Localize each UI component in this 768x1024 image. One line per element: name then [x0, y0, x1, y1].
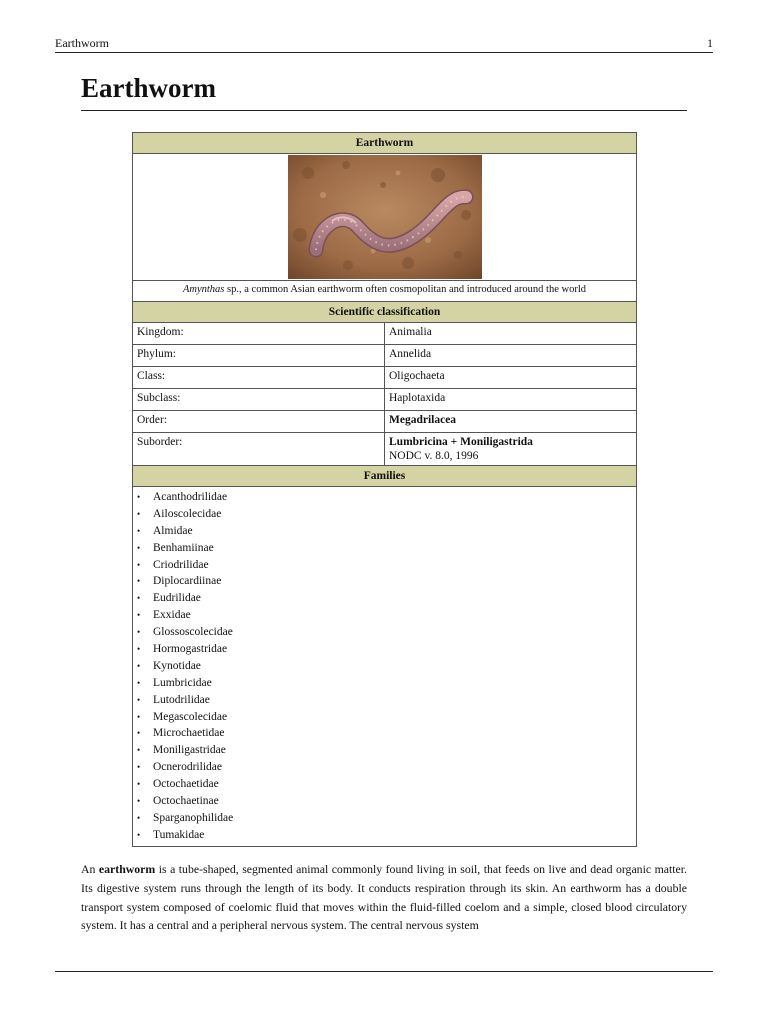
- families-header: Families: [133, 466, 637, 487]
- suborder-value: Lumbricina + Moniligastrida: [389, 436, 533, 448]
- family-item[interactable]: • Glossoscolecidae: [137, 624, 632, 641]
- family-item[interactable]: • Acanthodrilidae: [137, 489, 632, 506]
- page-number: 1: [707, 36, 713, 50]
- rank-label: Subclass:: [133, 389, 385, 411]
- family-item[interactable]: • Octochaetinae: [137, 793, 632, 810]
- intro-paragraph: [81, 860, 687, 935]
- infobox-caption: [133, 281, 637, 302]
- subclass-link[interactable]: Haplotaxida: [389, 392, 446, 404]
- rank-value: [385, 367, 637, 389]
- rank-value: [385, 433, 637, 466]
- family-item[interactable]: • Lumbricidae: [137, 675, 632, 692]
- family-item[interactable]: • Exxidae: [137, 607, 632, 624]
- rank-value: [385, 411, 637, 433]
- intro-prefix: An: [81, 862, 99, 876]
- page-title: Earthworm: [81, 70, 687, 111]
- family-item[interactable]: • Lutodrilidae: [137, 692, 632, 709]
- rank-value: [385, 345, 637, 367]
- family-item[interactable]: • Diplocardiinae: [137, 573, 632, 590]
- suborder-note: NODC v. 8.0, 1996: [389, 450, 479, 462]
- order-value: Megadrilacea: [389, 414, 457, 426]
- family-item[interactable]: • Hormogastridae: [137, 641, 632, 658]
- classification-header: Scientific classification: [133, 302, 637, 323]
- family-item[interactable]: • Tumakidae: [137, 827, 632, 844]
- family-item[interactable]: • Octochaetidae: [137, 776, 632, 793]
- caption-text: sp., a common Asian earthworm often cosmopolitan and introduced around the world: [224, 284, 586, 295]
- bold-term: earthworm: [98, 862, 156, 876]
- infobox-title: Earthworm: [133, 133, 637, 154]
- earthworm-photo[interactable]: [288, 155, 482, 279]
- family-item[interactable]: • Ocnerodrilidae: [137, 759, 632, 776]
- family-item[interactable]: • Almidae: [137, 523, 632, 540]
- rank-label: Class:: [133, 367, 385, 389]
- family-item[interactable]: • Microchaetidae: [137, 725, 632, 742]
- infobox-image-cell: [133, 154, 637, 281]
- family-item[interactable]: • Sparganophilidae: [137, 810, 632, 827]
- family-item[interactable]: • Benhamiinae: [137, 540, 632, 557]
- class-link[interactable]: Oligochaeta: [389, 370, 445, 382]
- family-item[interactable]: • Megascolecidae: [137, 709, 632, 726]
- family-item[interactable]: • Kynotidae: [137, 658, 632, 675]
- taxobox: [132, 132, 637, 847]
- family-item[interactable]: • Eudrilidae: [137, 590, 632, 607]
- running-header-title: Earthworm: [55, 36, 109, 50]
- rank-value: [385, 389, 637, 411]
- kingdom-link[interactable]: Animalia: [389, 326, 432, 338]
- caption-genus: Amynthas: [182, 284, 225, 295]
- family-item[interactable]: • Criodrilidae: [137, 557, 632, 574]
- rank-value: [385, 323, 637, 345]
- families-list: [137, 489, 632, 844]
- phylum-link[interactable]: Annelida: [389, 348, 432, 360]
- rank-label: Order:: [133, 411, 385, 433]
- rank-label: Phylum:: [133, 345, 385, 367]
- footer-rule: [55, 971, 713, 972]
- family-item[interactable]: • Ailoscolecidae: [137, 506, 632, 523]
- families-cell: [133, 487, 637, 847]
- running-header: [55, 36, 713, 53]
- intro-text: is a tube-shaped, segmented animal commonly found living in soil, that feeds on live and dead organic matter. Its digestive system runs through the length of its body. It conducts respiration through its skin. An earthworm has a double transport system composed of coelomic fluid that moves within the fluid-filled coelom and a simple, closed blood circulatory system. It has a central and a peripheral nervous system. The central nervous system: [81, 862, 688, 933]
- family-item[interactable]: • Moniligastridae: [137, 742, 632, 759]
- rank-label: Suborder:: [133, 433, 385, 466]
- rank-label: Kingdom:: [133, 323, 385, 345]
